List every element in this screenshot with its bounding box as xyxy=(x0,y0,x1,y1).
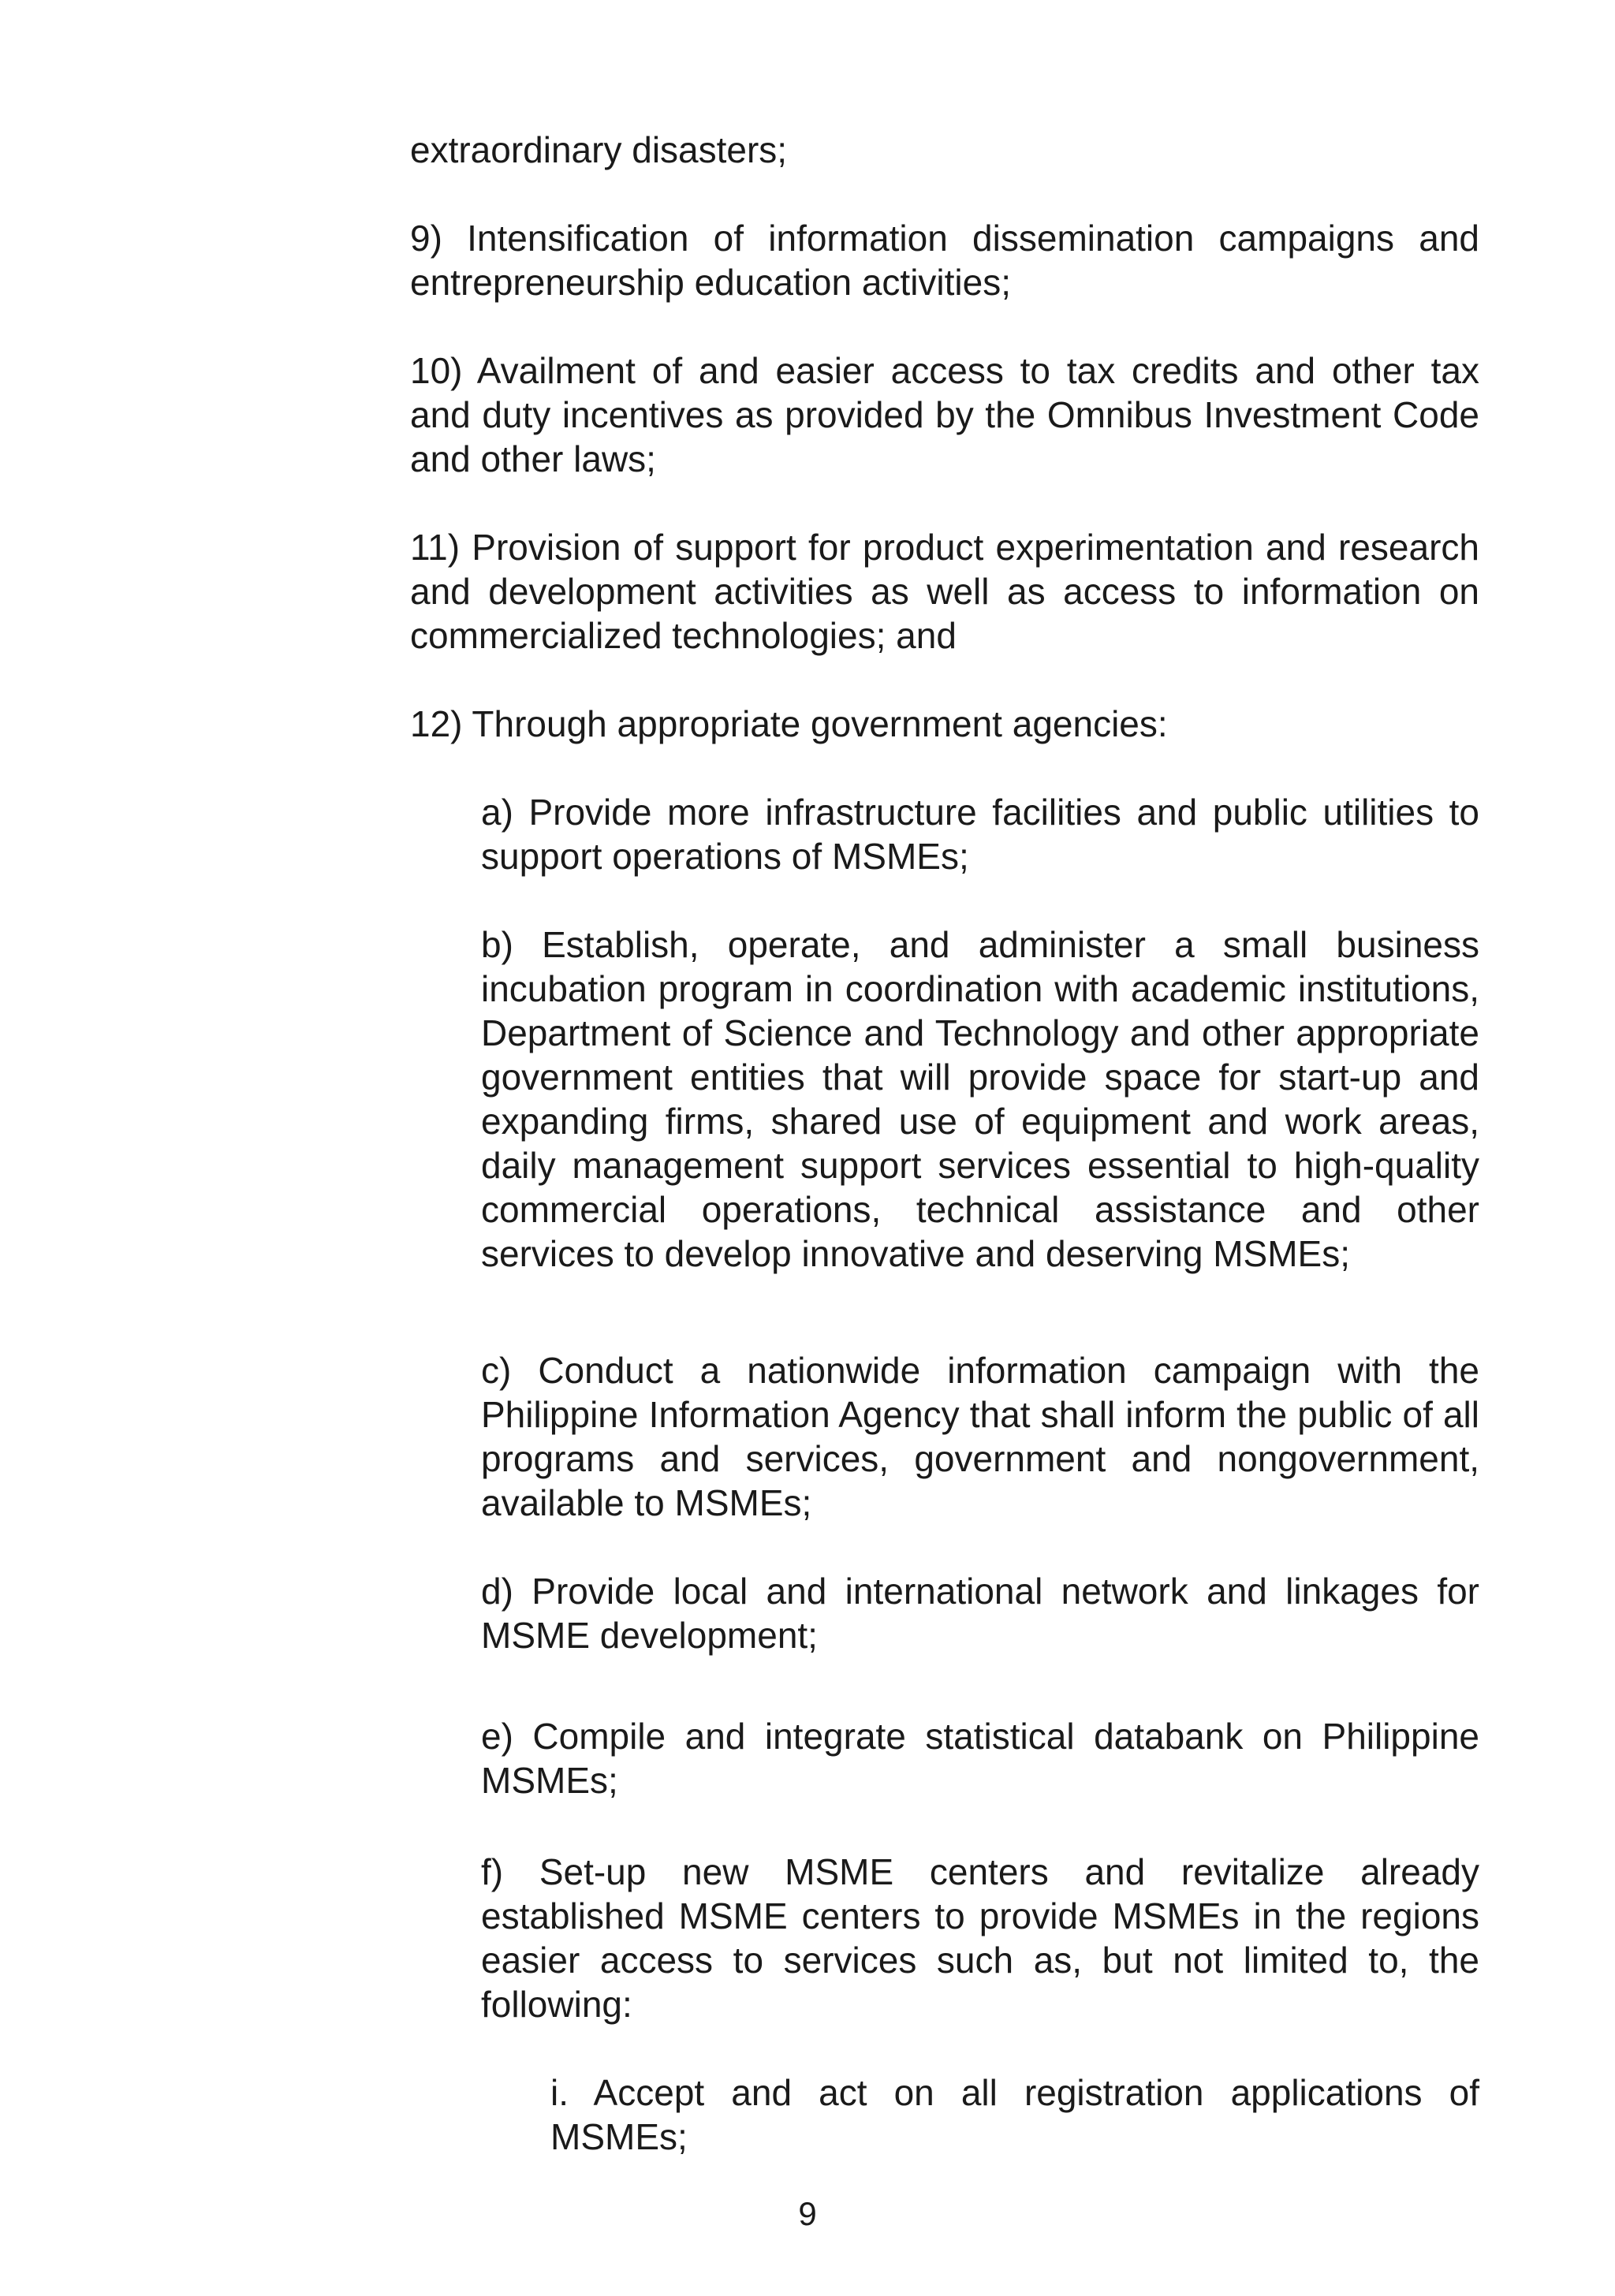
paragraph-item-9: 9) Intensification of information dissemination campaigns and entrepreneurship education activities; xyxy=(410,218,1479,303)
paragraph-item-a: a) Provide more infrastructure facilities and public utilities to support operations of MSMEs; xyxy=(481,792,1479,877)
paragraph-item-10: 10) Availment of and easier access to tax credits and other tax and duty incentives as provided by the Omnibus Investment Code and other laws; xyxy=(410,350,1479,479)
paragraph-item-11: 11) Provision of support for product experimentation and research and development activities as well as access to information on commercialized technologies; and xyxy=(410,527,1479,656)
paragraph-item-d: d) Provide local and international network and linkages for MSME development; xyxy=(481,1571,1479,1656)
paragraph-item-i: i. Accept and act on all registration applications of MSMEs; xyxy=(550,2072,1479,2157)
paragraph-item-c: c) Conduct a nationwide information campaign with the Philippine Information Agency that shall inform the public of all programs and services, government and nongovernment, available to MSMEs; xyxy=(481,1350,1479,1523)
paragraph-item-b: b) Establish, operate, and administer a small business incubation program in coordination with academic institutions, Department of Science and Technology and other appropriate government entities that will provide space for start-up and expanding firms, shared use of equipment and work areas, daily management support services essential to high-quality commercial operations, technical assistance and other services to develop innovative and deserving MSMEs; xyxy=(481,924,1479,1274)
paragraph-item-12: 12) Through appropriate government agencies: xyxy=(410,703,1168,744)
paragraph-item-f: f) Set-up new MSME centers and revitalize already established MSME centers to provide MSMEs in the regions easier access to services such as, but not limited to, the following: xyxy=(481,1851,1479,2025)
page-number: 9 xyxy=(798,2195,817,2232)
paragraph-item-e: e) Compile and integrate statistical databank on Philippine MSMEs; xyxy=(481,1716,1479,1801)
paragraph-extraordinary-disasters: extraordinary disasters; xyxy=(410,129,788,170)
